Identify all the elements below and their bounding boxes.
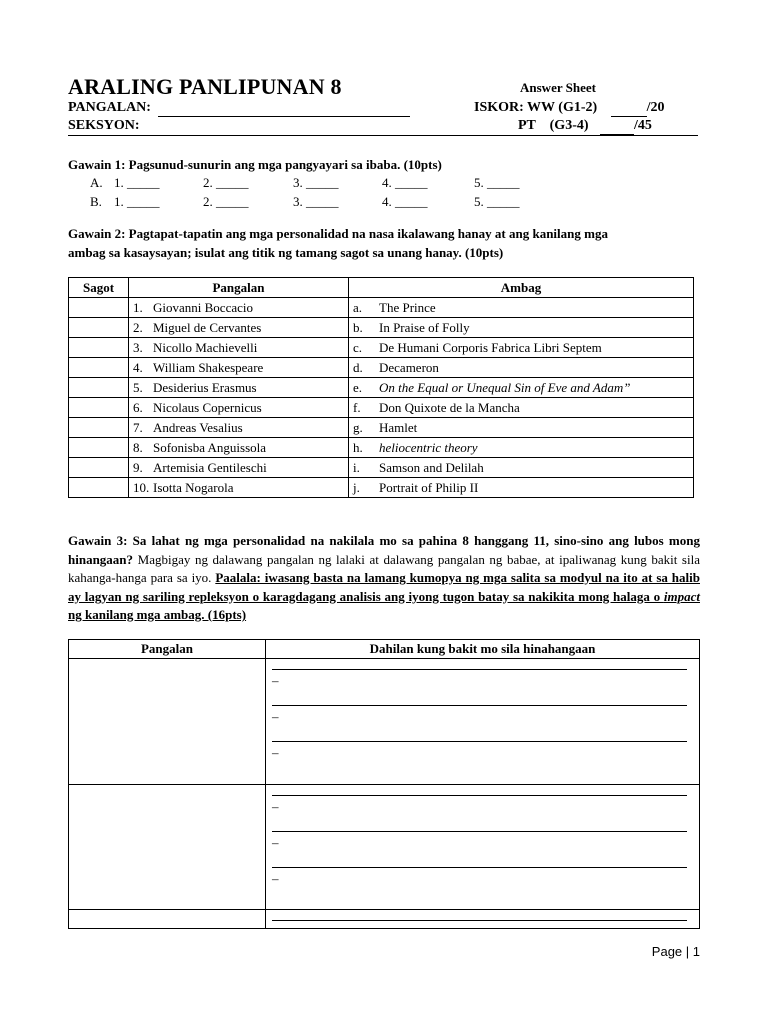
gawain1-row-b: B. 1. _____ 2. _____ 3. _____ 4. _____ 5. _____ (90, 194, 520, 209)
personality-name: Nicollo Machievelli (153, 339, 258, 355)
ambag-cell: h. heliocentric theory (349, 438, 694, 458)
reflection-row (69, 785, 700, 910)
contribution: Decameron (379, 359, 439, 375)
reason-cell[interactable] (266, 785, 700, 910)
header-pangalan: Pangalan (129, 278, 349, 298)
personality-name: Nicolaus Copernicus (153, 399, 262, 415)
name-cell[interactable] (69, 910, 266, 929)
pangalan-cell: 2. Miguel de Cervantes (129, 318, 349, 338)
pangalan-cell: 6. Nicolaus Copernicus (129, 398, 349, 418)
personality-name: Andreas Vesalius (153, 419, 243, 435)
pangalan-cell: 5. Desiderius Erasmus (129, 378, 349, 398)
ambag-cell: f. Don Quixote de la Mancha (349, 398, 694, 418)
table-row (69, 478, 694, 498)
reflection-row (69, 910, 700, 929)
gawain1-title: Gawain 1: Pagsunud-sunurin ang mga pangyayari sa ibaba. (10pts) (68, 157, 442, 172)
pt-field[interactable] (600, 118, 634, 135)
sagot-cell[interactable] (69, 398, 129, 418)
ambag-cell: a. The Prince (349, 298, 694, 318)
table-row (69, 318, 694, 338)
write-line[interactable] (272, 920, 687, 921)
sagot-cell[interactable] (69, 298, 129, 318)
sagot-cell[interactable] (69, 338, 129, 358)
personality-name: Giovanni Boccacio (153, 299, 253, 315)
pangalan-cell: 7. Andreas Vesalius (129, 418, 349, 438)
ambag-cell: d. Decameron (349, 358, 694, 378)
contribution: On the Equal or Unequal Sin of Eve and Adam” (379, 379, 631, 395)
personality-name: Miguel de Cervantes (153, 319, 262, 335)
ambag-cell: j. Portrait of Philip II (349, 478, 694, 498)
table-row (69, 418, 694, 438)
iskor-ww-field[interactable] (611, 100, 647, 117)
iskor-row (474, 100, 665, 117)
iskor-label: ISKOR: WW (G1-2) (474, 100, 598, 115)
reason-cell[interactable] (266, 659, 700, 785)
personality-name: Desiderius Erasmus (153, 379, 257, 395)
header-pangalan-3: Pangalan (69, 640, 266, 659)
sagot-cell[interactable] (69, 438, 129, 458)
page-title: ARALING PANLIPUNAN 8 (68, 74, 342, 99)
sagot-cell[interactable] (69, 358, 129, 378)
table-row (69, 378, 694, 398)
pangalan-cell: 8. Sofonisba Anguissola (129, 438, 349, 458)
contribution: De Humani Corporis Fabrica Libri Septem (379, 339, 602, 355)
personality-name: William Shakespeare (153, 359, 264, 375)
personality-name: Sofonisba Anguissola (153, 439, 267, 455)
gawain3-instructions: Gawain 3: Sa lahat ng mga personalidad na nakilala mo sa pahina 8 hanggang 11, sino-sino ang lubos mong hinangaan? Magbigay ng dalawang pangalan ng lalaki at dalawang pangalan ng babae, at ipaliwanag kung bakit sila kahanga-hanga para sa iyo. Paalala: iwasang basta na lamang kumopya ng mga salita sa modyul na ito at sa halib ay lagyan ng sariling repleksyon o karagdagang analisis ang iyong tugon batay sa nakikita mong halaga o impact ng kanilang mga ambag. (16pts) (68, 533, 700, 622)
write-line[interactable]: – (266, 785, 699, 821)
write-line[interactable]: – (266, 857, 699, 893)
write-line[interactable]: – (266, 695, 699, 731)
sagot-cell[interactable] (69, 478, 129, 498)
reflection-table (68, 639, 700, 929)
pt-total: /45 (634, 118, 652, 133)
pangalan-field[interactable] (158, 100, 410, 117)
pt-label: PT (G3-4) (518, 118, 589, 133)
sagot-cell[interactable] (69, 378, 129, 398)
matching-table (68, 277, 694, 498)
header-sagot: Sagot (69, 278, 129, 298)
contribution: In Praise of Folly (379, 319, 470, 335)
gawain2-title: Gawain 2: Pagtapat-tapatin ang mga personalidad na nasa ikalawang hanay at ang kanilang mga ambag sa kasaysayan; isulat ang titik ng tamang sagot sa unang hanay. (10pts) (68, 226, 608, 260)
name-cell[interactable] (69, 785, 266, 910)
table-row (69, 338, 694, 358)
ambag-cell: i. Samson and Delilah (349, 458, 694, 478)
pangalan-cell: 4. William Shakespeare (129, 358, 349, 378)
sagot-cell[interactable] (69, 418, 129, 438)
ambag-cell: b. In Praise of Folly (349, 318, 694, 338)
gawain1-row-a: A. 1. _____ 2. _____ 3. _____ 4. _____ 5. _____ (90, 175, 520, 190)
name-cell[interactable] (69, 659, 266, 785)
contribution: heliocentric theory (379, 439, 478, 455)
write-line[interactable]: – (266, 731, 699, 767)
pangalan-label: PANGALAN: (68, 100, 151, 115)
iskor-ww-total: /20 (646, 100, 665, 115)
contribution: Samson and Delilah (379, 459, 484, 475)
write-line[interactable]: – (266, 659, 699, 695)
header-dahilan: Dahilan kung bakit mo sila hinahangaan (266, 640, 700, 659)
write-line[interactable]: – (266, 821, 699, 857)
page-number: Page | 1 (651, 944, 700, 959)
contribution: Don Quixote de la Mancha (379, 399, 520, 415)
ambag-cell: c. De Humani Corporis Fabrica Libri Septem (349, 338, 694, 358)
seksyon-row (68, 118, 698, 136)
ambag-cell: e. On the Equal or Unequal Sin of Eve and Adam” (349, 378, 694, 398)
answer-sheet-label: Answer Sheet (520, 80, 596, 95)
table-row (69, 358, 694, 378)
table-row (69, 398, 694, 418)
contribution: The Prince (379, 299, 436, 315)
seksyon-label: SEKSYON: (68, 118, 140, 133)
contribution: Hamlet (379, 419, 418, 435)
pangalan-cell: 9. Artemisia Gentileschi (129, 458, 349, 478)
ambag-cell: g. Hamlet (349, 418, 694, 438)
pangalan-cell: 10. Isotta Nogarola (129, 478, 349, 498)
contribution: Portrait of Philip II (379, 479, 479, 495)
sagot-cell[interactable] (69, 318, 129, 338)
table-row (69, 298, 694, 318)
table-row (69, 438, 694, 458)
pangalan-cell: 1. Giovanni Boccacio (129, 298, 349, 318)
personality-name: Isotta Nogarola (153, 479, 234, 495)
sagot-cell[interactable] (69, 458, 129, 478)
header-ambag: Ambag (349, 278, 694, 298)
pangalan-row (68, 100, 410, 117)
reason-cell[interactable] (266, 910, 700, 929)
reflection-row (69, 659, 700, 785)
personality-name: Artemisia Gentileschi (153, 459, 267, 475)
pangalan-cell: 3. Nicollo Machievelli (129, 338, 349, 358)
pt-score (518, 118, 652, 135)
table-row (69, 458, 694, 478)
